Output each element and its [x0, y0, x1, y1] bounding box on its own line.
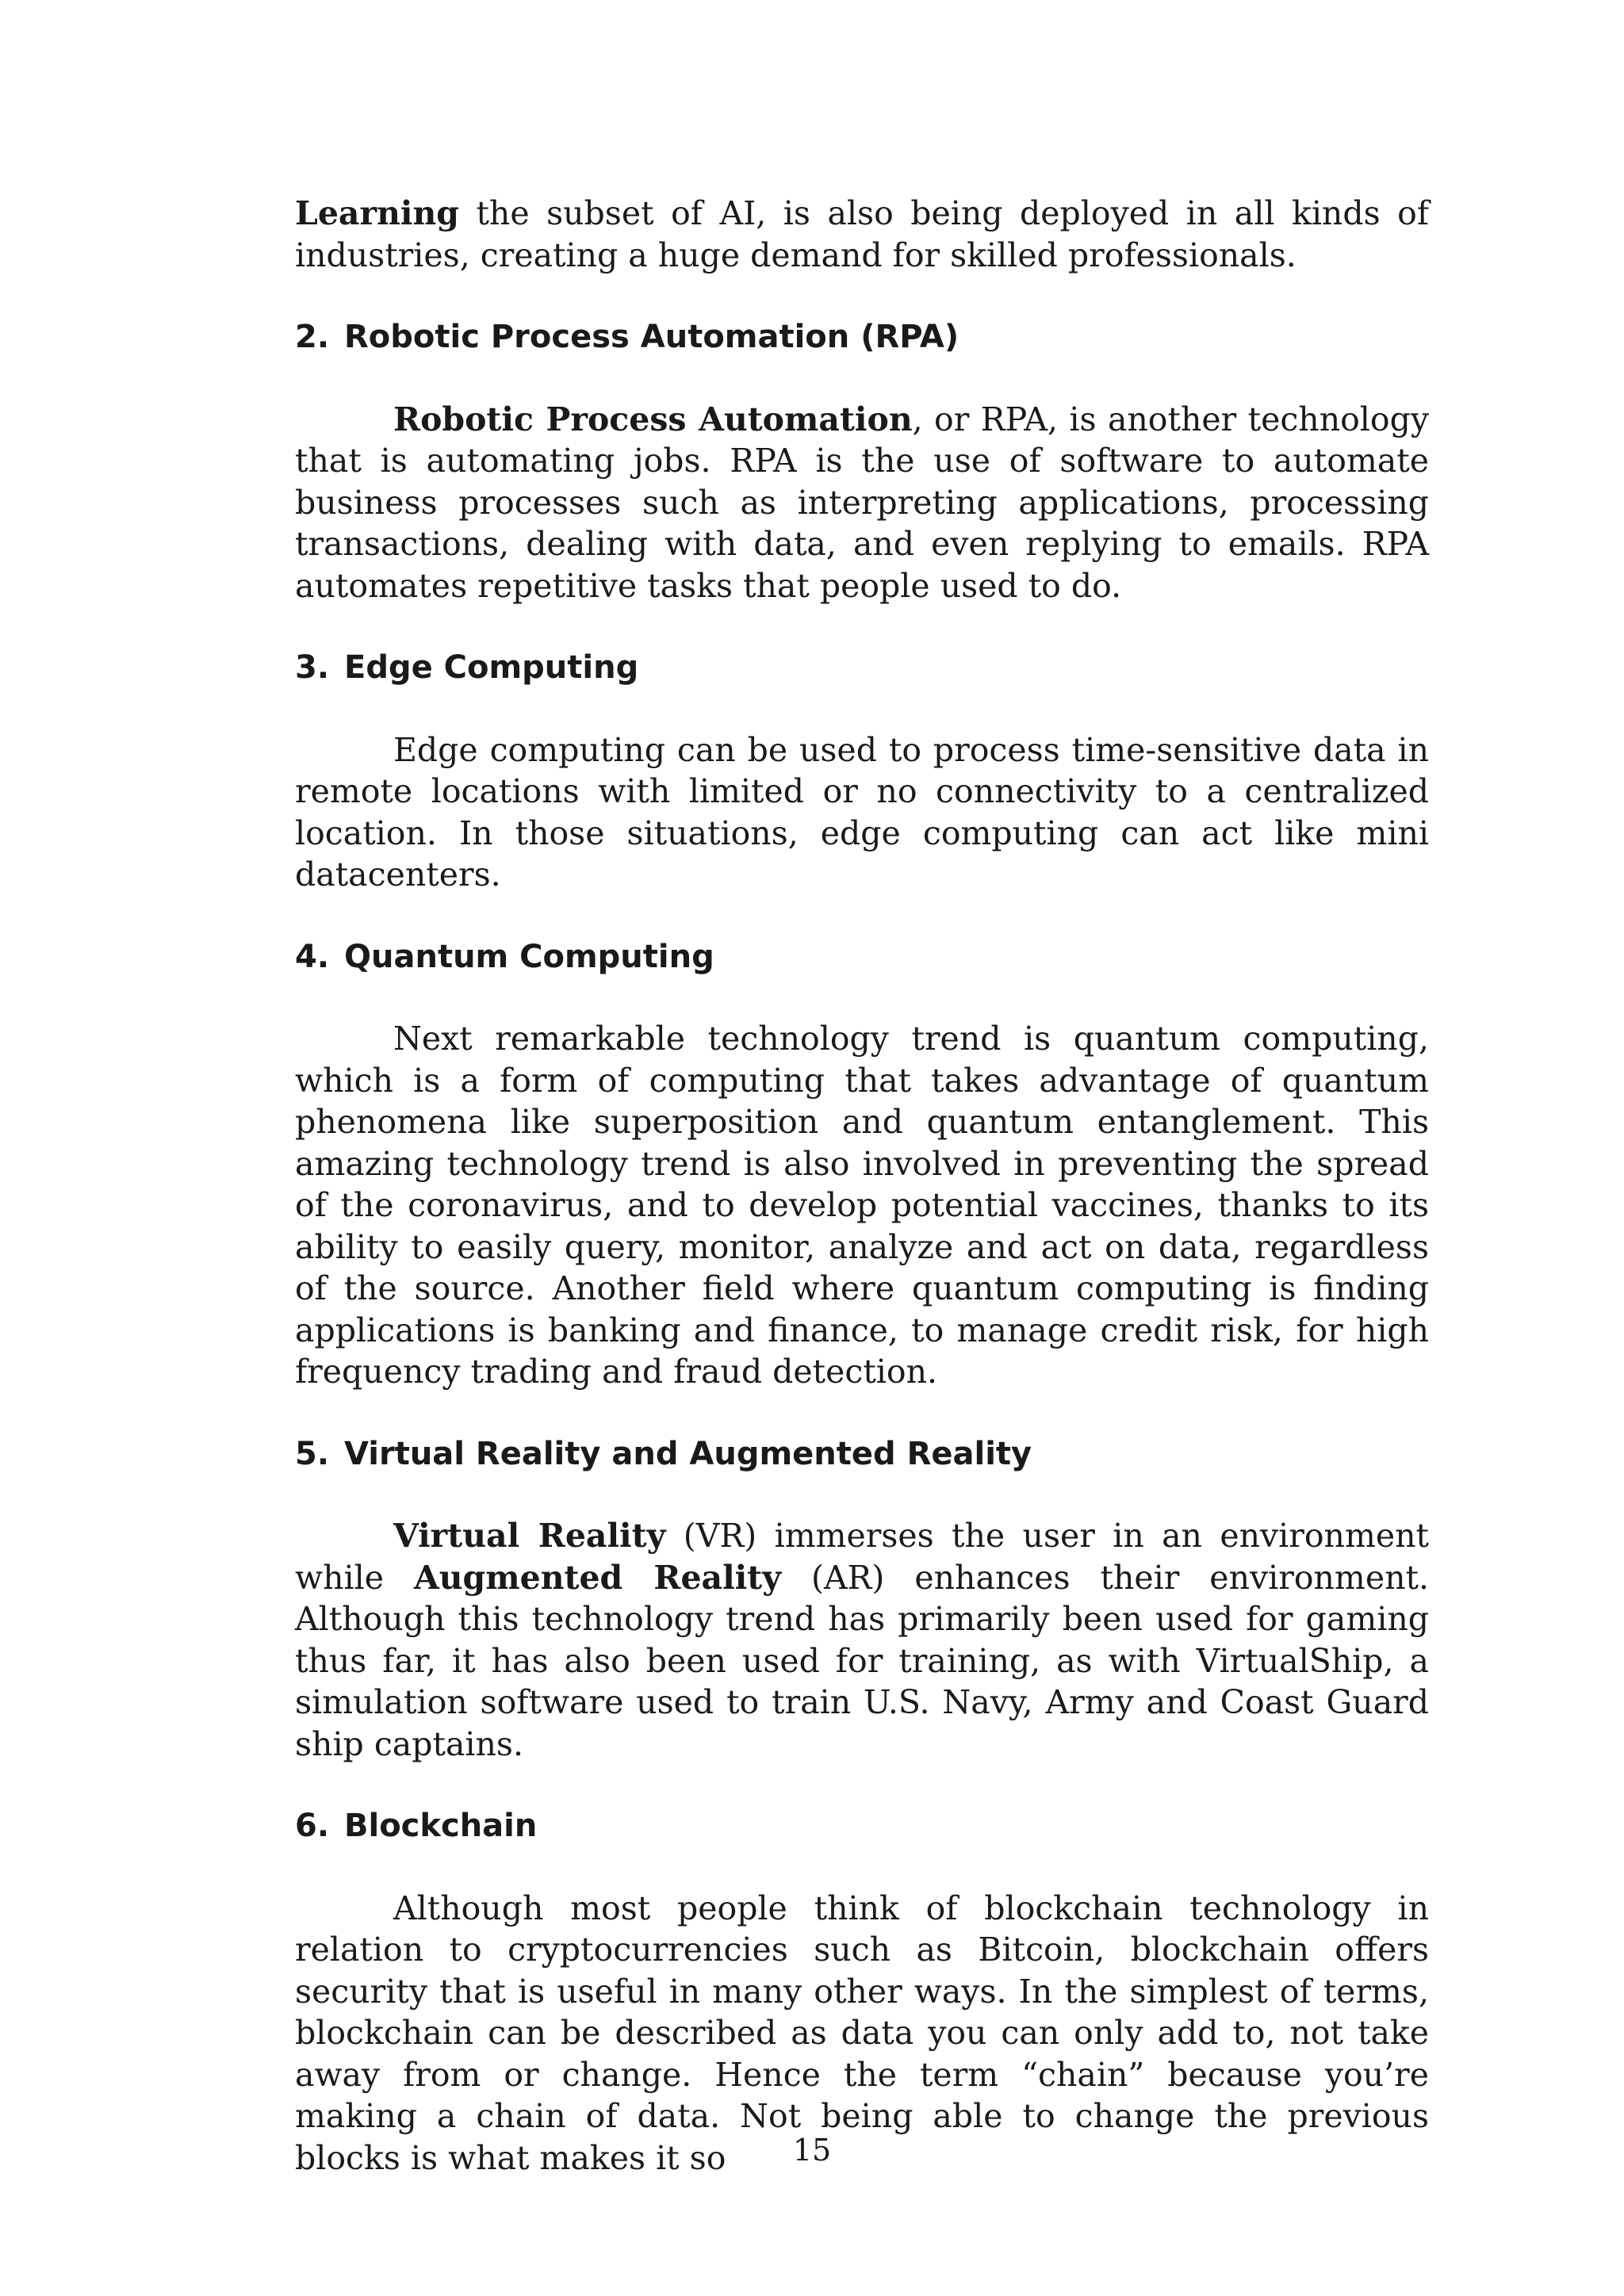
vr-text: (VR) immerses the user in an environment while — [295, 1517, 1429, 1597]
section-title: Quantum Computing — [344, 938, 714, 975]
section-number: 6. — [295, 1808, 330, 1844]
section-heading-rpa — [295, 316, 1429, 358]
section-number: 4. — [295, 938, 330, 975]
section-heading-vr-ar — [295, 1433, 1429, 1475]
section-title: Robotic Process Automation (RPA) — [344, 319, 959, 355]
section-heading-edge-computing — [295, 647, 1429, 689]
ar-text: (AR) enhances their environment. Although this technology trend has primarily been used for gaming thus far, it has also been used for training, as with VirtualShip, a simulation software used to train U.S. Navy, Army and Coast Guard ship captains. — [295, 1558, 1429, 1763]
section-heading-quantum-computing — [295, 936, 1429, 978]
intro-paragraph — [295, 193, 1429, 276]
section-paragraph-edge-computing: Edge computing can be used to process time-sensitive data in remote locations with limited or no connectivity to a centralized location. In those situations, edge computing can act like mini datacenters. — [295, 730, 1429, 894]
ar-term: Augmented Reality — [413, 1558, 782, 1597]
intro-text: the subset of AI, is also being deployed in all kinds of industries, creating a huge demand for skilled professionals. — [295, 194, 1429, 274]
page-number: 15 — [792, 2133, 832, 2168]
intro-lead-term: Learning — [295, 194, 459, 232]
section-heading-blockchain — [295, 1805, 1429, 1847]
section-title: Virtual Reality and Augmented Reality — [344, 1435, 1032, 1472]
section-number: 5. — [295, 1435, 330, 1472]
section-paragraph-quantum-computing: Next remarkable technology trend is quantum computing, which is a form of computing that takes advantage of quantum phenomena like superposition and quantum entanglement. This amazing technology trend is also involved in preventing the spread of the coronavirus, and to develop potential vaccines, thanks to its ability to easily query, monitor, analyze and act on data, regardless of the source. Another field where quantum computing is finding applications is banking and finance, to manage credit risk, for high frequency trading and fraud detection. — [295, 1020, 1429, 1391]
rpa-text: , or RPA, is another technology that is automating jobs. RPA is the use of software to automate business processes such as interpreting applications, processing transactions, dealing with data, and even replying to emails. RPA automates repetitive tasks that people used to do. — [295, 400, 1429, 605]
rpa-lead-term: Robotic Process Automation — [393, 400, 913, 438]
section-paragraph-vr-ar — [295, 1515, 1429, 1765]
section-paragraph-rpa — [295, 399, 1429, 607]
section-paragraph-blockchain: Although most people think of blockchain technology in relation to cryptocurrencies such as Bitcoin, blockchain offers security that is useful in many other ways. In the simplest of terms, blockchain can be described as data you can only add to, not take away from or change. Hence the term “chain” because you’re making a chain of data. Not being able to change the previous blocks is what makes it so — [295, 1888, 1429, 2177]
section-title: Edge Computing — [344, 649, 639, 686]
page-content — [295, 193, 1429, 2179]
vr-term: Virtual Reality — [393, 1517, 666, 1555]
section-number: 2. — [295, 319, 330, 355]
section-title: Blockchain — [344, 1808, 538, 1844]
section-number: 3. — [295, 649, 330, 686]
